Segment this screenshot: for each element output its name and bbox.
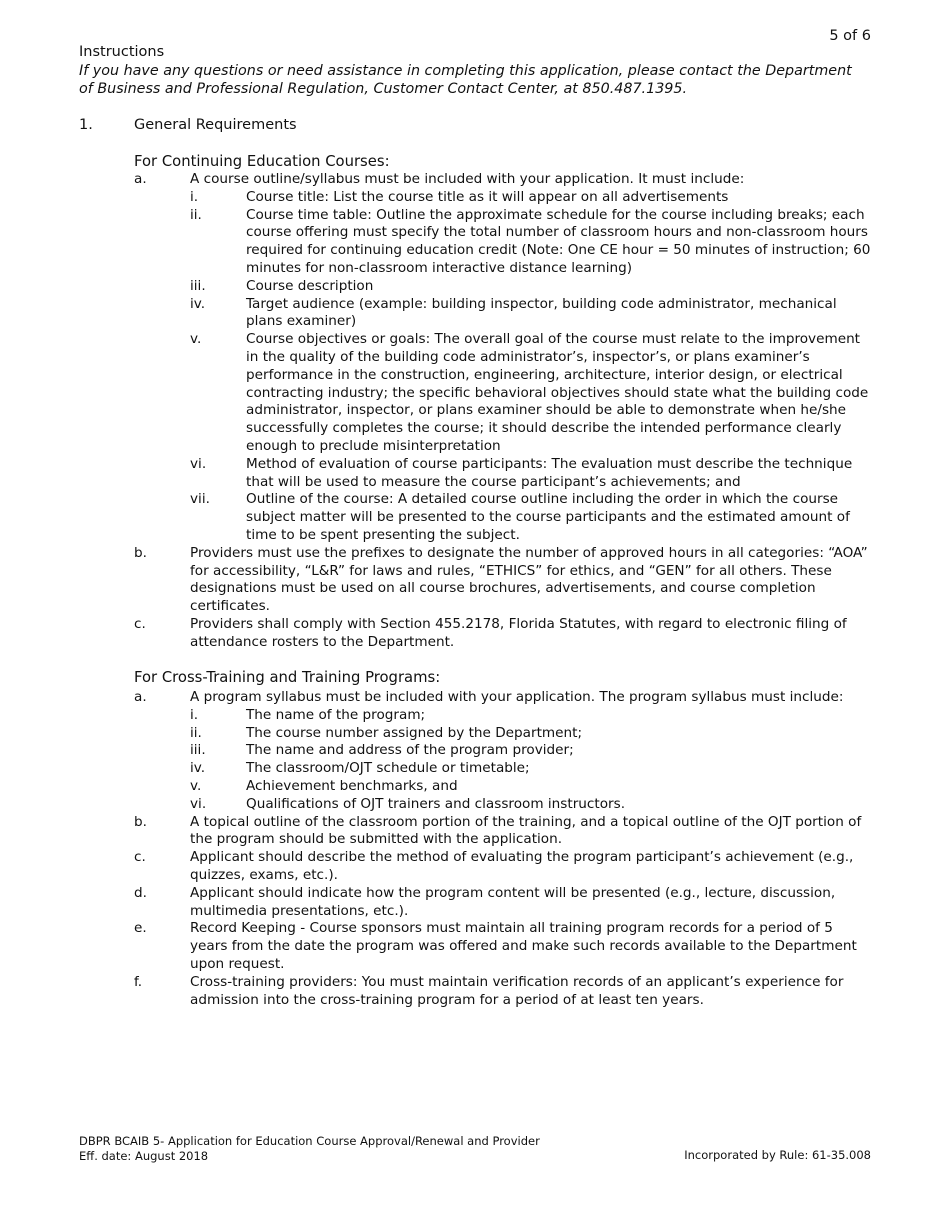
ce-list (134, 171, 874, 652)
ce-sub-item (190, 189, 874, 207)
footer-left (79, 1134, 540, 1163)
list-label: a. (134, 689, 147, 705)
sub-text: Qualifications of OJT trainers and classroom instructors. (246, 795, 626, 812)
ct-item-c (134, 849, 874, 885)
sub-text: Course time table: Outline the approximate schedule for the course including breaks; each course offering must specify the total number of classroom hours and non-classroom hours required for continuing education credit (Note: One CE hour = 50 minutes of instruction; 60 minutes for non-classroom interactive distance learning) (246, 206, 871, 276)
ct-sub-item (190, 707, 874, 725)
ct-sub-item (190, 725, 874, 743)
ce-sub-item (190, 331, 874, 456)
sub-text: Method of evaluation of course participants: The evaluation must describe the technique that will be used to measure the course participant’s achievements; and (246, 455, 853, 490)
sub-text: Course objectives or goals: The overall goal of the course must relate to the improvement in the quality of the building code administrator’s, inspector’s, or plans examiner’s performance in the construction, engineering, architecture, interior design, or electrical contracting industry; the specific behavioral objectives should state what the building code administrator, inspector, or plans examiner should be able to demonstrate when he/she successfully completes the course; it should describe the intended performance clearly enough to preclude misinterpretation (246, 331, 869, 454)
sub-label: ii. (190, 724, 202, 741)
list-label: b. (134, 813, 147, 830)
footer-form-name: DBPR BCAIB 5- Application for Education Course Approval/Renewal and Provider (79, 1134, 540, 1148)
ce-sub-item (190, 296, 874, 332)
sub-label: iv. (190, 295, 206, 312)
ct-item-a (134, 689, 874, 707)
page-number: 5 of 6 (829, 28, 871, 44)
ct-item-e (134, 920, 874, 973)
sub-label: iii. (190, 742, 206, 759)
ct-item-d (134, 885, 874, 921)
ct-item-f (134, 974, 874, 1010)
sub-label: v. (190, 331, 202, 348)
sub-text: The classroom/OJT schedule or timetable; (246, 760, 530, 777)
footer-rule: Incorporated by Rule: 61-35.008 (684, 1148, 871, 1162)
sub-text: Course title: List the course title as it will appear on all advertisements (246, 188, 729, 205)
page-title: Instructions (79, 44, 165, 60)
sub-label: v. (190, 777, 202, 794)
list-label: a. (134, 171, 147, 187)
ce-item-a (134, 171, 874, 189)
ct-heading: For Cross-Training and Training Programs: (134, 669, 441, 686)
list-label: e. (134, 920, 147, 937)
list-label: b. (134, 544, 147, 561)
sub-label: i. (190, 706, 199, 723)
list-text: Cross-training providers: You must maintain verification records of an applicant’s experience for admission into the cross-training program for a period of at least ten years. (190, 973, 844, 1008)
ce-sub-item (190, 491, 874, 544)
ct-sub-item (190, 778, 874, 796)
sub-text: The name of the program; (246, 706, 426, 723)
sub-text: Achievement benchmarks, and (246, 777, 458, 794)
sub-label: vi. (190, 795, 207, 812)
sub-label: iii. (190, 277, 206, 294)
sub-text: Target audience (example: building inspector, building code administrator, mechanical plans examiner) (246, 295, 837, 330)
sub-label: i. (190, 188, 199, 205)
sub-text: The course number assigned by the Department; (246, 724, 583, 741)
ct-list (134, 689, 874, 1009)
ce-sub-item (190, 207, 874, 278)
sub-label: ii. (190, 206, 202, 223)
list-label: f. (134, 973, 143, 990)
ct-item-b (134, 814, 874, 850)
section-title: General Requirements (134, 117, 297, 133)
list-text: Applicant should describe the method of evaluating the program participant’s achievement (e.g., quizzes, exams, etc.). (190, 849, 854, 883)
footer-eff-date: Eff. date: August 2018 (79, 1148, 209, 1163)
intro-text: If you have any questions or need assistance in completing this application, please contact the Department of Business and Professional Regulation, Customer Contact Center, at 850.487.1395. (79, 63, 852, 97)
list-text: Providers must use the prefixes to designate the number of approved hours in all categories: “AOA” for accessibility, “L&R” for laws and rules, “ETHICS” for ethics, and “GEN” for all others. These designations must be used on all course brochures, advertisements, and course completion certificates. (190, 544, 868, 615)
list-text: Applicant should indicate how the program content will be presented (e.g., lecture, discussion, multimedia presentations, etc.). (190, 884, 836, 919)
ce-sub-item (190, 278, 874, 296)
ce-heading: For Continuing Education Courses: (134, 153, 390, 170)
ce-item-b (134, 545, 874, 616)
list-label: d. (134, 884, 147, 901)
sub-label: vii. (190, 491, 210, 508)
ct-sub-item (190, 760, 874, 778)
ce-item-c (134, 616, 874, 652)
ce-sub-item (190, 456, 874, 492)
sub-text: Course description (246, 277, 374, 294)
list-text: A course outline/syllabus must be included with your application. It must include: (190, 171, 745, 187)
list-text: A topical outline of the classroom portion of the training, and a topical outline of the OJT portion of the program should be submitted with the application. (190, 813, 862, 848)
sub-text: Outline of the course: A detailed course outline including the order in which the course subject matter will be presented to the course participants and the estimated amount of time to be spent presenting the subject. (246, 491, 850, 543)
sub-text: The name and address of the program provider; (246, 742, 574, 759)
list-text: Providers shall comply with Section 455.2178, Florida Statutes, with regard to electronic filing of attendance rosters to the Department. (190, 615, 847, 650)
list-label: c. (134, 615, 146, 632)
ct-sub-item (190, 796, 874, 814)
sub-label: vi. (190, 455, 207, 472)
list-label: c. (134, 849, 146, 866)
ct-sub-item (190, 742, 874, 760)
sub-label: iv. (190, 760, 206, 777)
section-number: 1. (79, 117, 93, 133)
list-text: Record Keeping - Course sponsors must maintain all training program records for a period of 5 years from the date the program was offered and make such records available to the Department upon request. (190, 920, 857, 972)
list-text: A program syllabus must be included with your application. The program syllabus must include: (190, 689, 844, 705)
